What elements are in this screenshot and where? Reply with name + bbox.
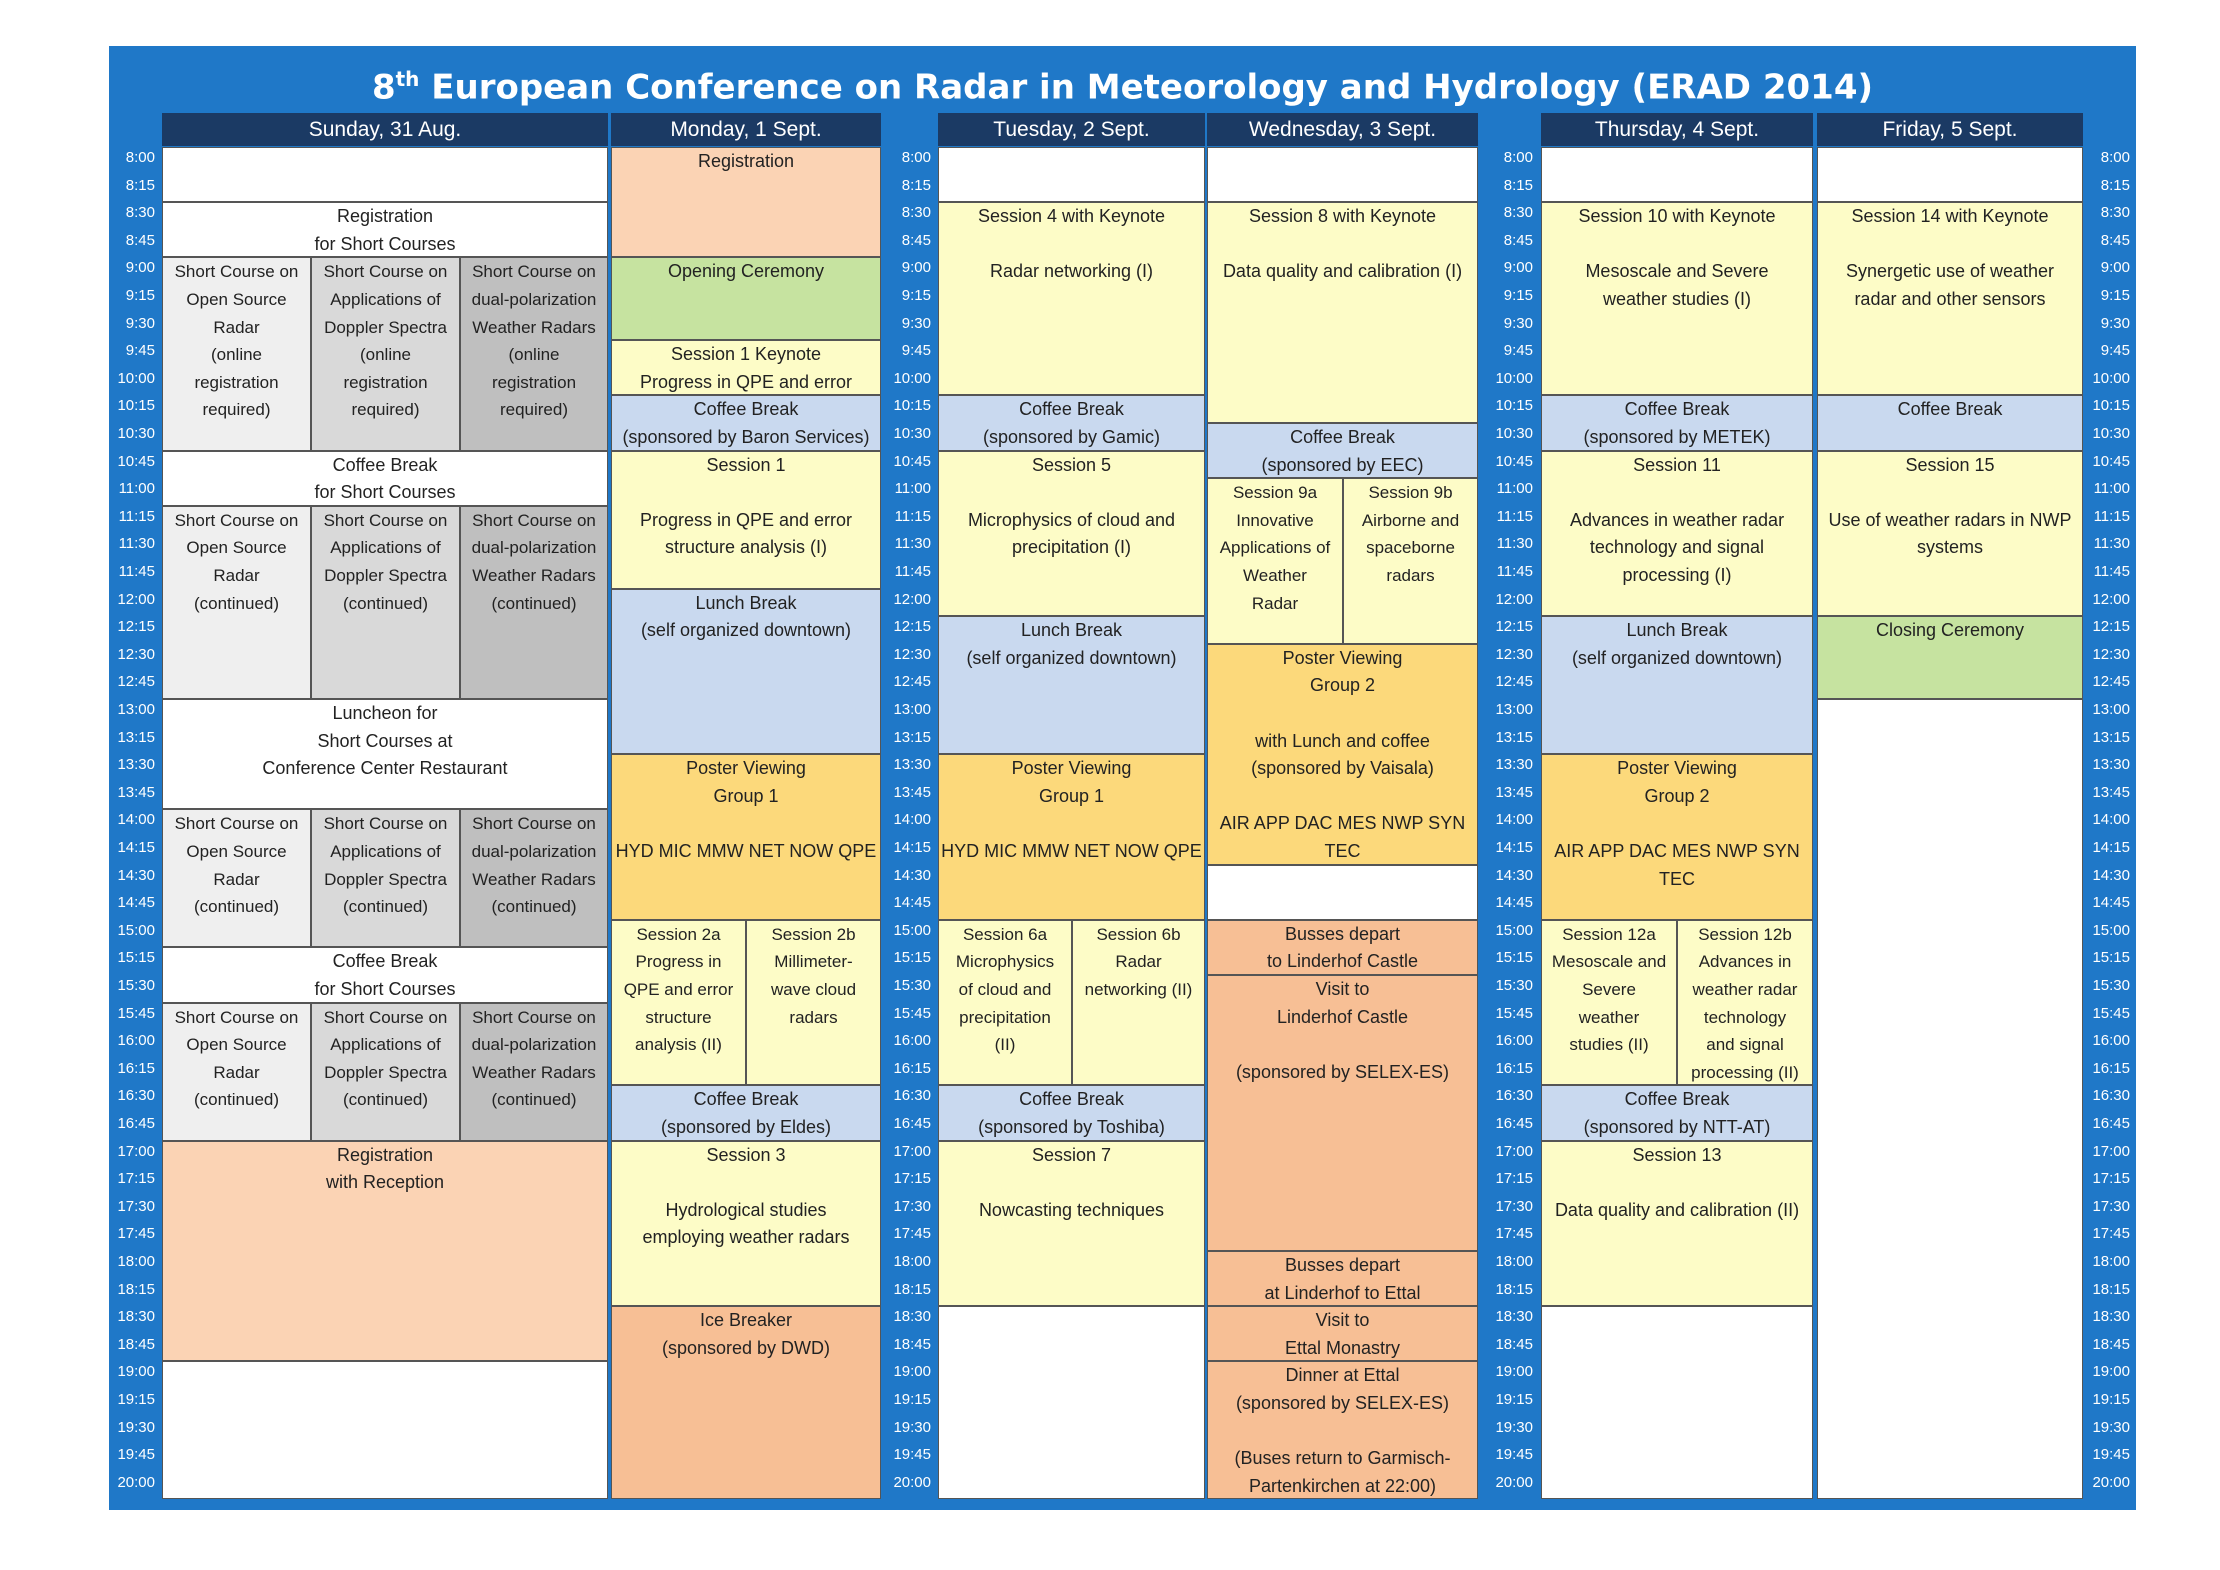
time-label: 18:30 (117, 1308, 155, 1326)
time-label: 12:30 (2092, 645, 2130, 663)
time-label: 18:45 (1495, 1335, 1533, 1353)
time-label: 9:30 (1503, 314, 1533, 332)
time-label: 15:30 (1495, 977, 1533, 994)
time-label: 14:00 (117, 811, 155, 829)
time-label: 18:00 (1495, 1253, 1533, 1270)
time-label: 13:15 (1495, 728, 1533, 746)
time-column (2084, 147, 2136, 1499)
schedule-empty-slot (1541, 1306, 1813, 1499)
time-label: 16:45 (117, 1115, 155, 1132)
time-label: 18:15 (117, 1280, 155, 1298)
time-label: 13:00 (117, 701, 155, 718)
schedule-event: Luncheon for Short Courses at Conference Center Restaurant (162, 699, 608, 809)
time-label: 11:30 (2093, 535, 2130, 553)
time-label: 19:45 (117, 1446, 155, 1464)
time-label: 8:00 (125, 149, 155, 166)
time-label: 8:00 (901, 149, 931, 166)
time-label: 15:00 (2092, 921, 2130, 939)
time-label: 14:45 (2092, 894, 2130, 912)
time-label: 15:30 (117, 977, 155, 994)
time-label: 17:30 (1495, 1197, 1533, 1215)
time-label: 16:30 (2092, 1087, 2130, 1105)
time-label: 19:45 (1495, 1446, 1533, 1464)
schedule-event: Session 2b Millimeter- wave cloud radars (746, 920, 881, 1086)
time-label: 10:30 (893, 425, 931, 442)
time-label: 14:00 (1495, 811, 1533, 829)
time-label: 8:15 (901, 176, 931, 194)
time-label: 16:45 (2092, 1115, 2130, 1132)
schedule-event: Session 12a Mesoscale and Severe weather studies (II) (1541, 920, 1677, 1086)
time-label: 17:45 (2092, 1225, 2130, 1243)
schedule-event: Session 9b Airborne and spaceborne radars (1343, 478, 1478, 644)
schedule-empty-slot (938, 147, 1205, 202)
time-label: 11:00 (1496, 480, 1533, 498)
time-label: 14:30 (1495, 866, 1533, 884)
time-label: 8:45 (901, 231, 931, 249)
time-label: 19:45 (893, 1446, 931, 1464)
time-label: 8:30 (1503, 204, 1533, 222)
schedule-event: Session 1 Progress in QPE and error structure analysis (I) (611, 451, 881, 589)
day-header: Tuesday, 2 Sept. (938, 113, 1205, 146)
schedule-event: Busses depart to Linderhof Castle (1207, 920, 1478, 975)
time-label: 9:15 (125, 287, 155, 304)
time-label: 12:15 (1495, 618, 1533, 636)
time-label: 12:30 (117, 645, 155, 663)
time-label: 13:45 (893, 783, 931, 801)
schedule-frame (109, 46, 2136, 1510)
time-label: 14:45 (117, 894, 155, 912)
time-label: 15:00 (117, 921, 155, 939)
time-label: 13:15 (117, 728, 155, 746)
time-label: 13:45 (1495, 783, 1533, 801)
schedule-event: Coffee Break (sponsored by EEC) (1207, 423, 1478, 478)
time-label: 11:00 (2093, 480, 2130, 498)
time-label: 16:15 (1495, 1059, 1533, 1077)
schedule-event: Poster Viewing Group 1 HYD MIC MMW NET NOW QPE (938, 754, 1205, 920)
time-label: 13:45 (2092, 783, 2130, 801)
time-label: 18:15 (1495, 1280, 1533, 1298)
schedule-event: Lunch Break (self organized downtown) (611, 589, 881, 755)
time-label: 19:30 (117, 1418, 155, 1436)
schedule-event: Session 5 Microphysics of cloud and precipitation (I) (938, 451, 1205, 617)
schedule-event: Session 6b Radar networking (II) (1072, 920, 1205, 1086)
time-label: 19:15 (893, 1391, 931, 1408)
time-label: 11:30 (894, 535, 931, 553)
time-label: 8:45 (125, 231, 155, 249)
schedule-event: Dinner at Ettal (sponsored by SELEX-ES) (Buses return to Garmisch- Partenkirchen at 22:00) (1207, 1361, 1478, 1499)
time-label: 12:45 (117, 673, 155, 691)
time-label: 18:15 (893, 1280, 931, 1298)
time-label: 19:15 (2092, 1391, 2130, 1408)
time-label: 13:30 (117, 756, 155, 774)
time-label: 13:45 (117, 783, 155, 801)
time-label: 9:15 (901, 287, 931, 304)
time-label: 13:00 (2092, 701, 2130, 718)
schedule-event: Session 14 with Keynote Synergetic use of weather radar and other sensors (1817, 202, 2083, 395)
time-column (109, 147, 161, 1499)
time-label: 8:00 (2100, 149, 2130, 166)
time-label: 19:30 (1495, 1418, 1533, 1436)
time-label: 10:30 (2092, 425, 2130, 442)
schedule-empty-slot (1817, 699, 2083, 1499)
time-label: 15:15 (2092, 949, 2130, 967)
time-label: 17:15 (2092, 1170, 2130, 1188)
time-label: 11:15 (2093, 507, 2130, 525)
time-label: 16:15 (2092, 1059, 2130, 1077)
time-label: 18:00 (893, 1253, 931, 1270)
time-label: 13:00 (1495, 701, 1533, 718)
time-label: 11:00 (894, 480, 931, 498)
time-label: 9:30 (2100, 314, 2130, 332)
schedule-event: Registration (611, 147, 881, 257)
time-label: 13:30 (2092, 756, 2130, 774)
time-label: 19:15 (1495, 1391, 1533, 1408)
time-label: 14:15 (1495, 839, 1533, 856)
schedule-event: Busses depart at Linderhof to Ettal (1207, 1251, 1478, 1306)
schedule-event: Session 12b Advances in weather radar technology and signal processing (II) (1677, 920, 1813, 1086)
day-header: Monday, 1 Sept. (611, 113, 881, 146)
time-label: 14:00 (2092, 811, 2130, 829)
schedule-event: Session 6a Microphysics of cloud and precipitation (II) (938, 920, 1072, 1086)
schedule-event: Session 1 Keynote Progress in QPE and error (611, 340, 881, 395)
time-label: 18:30 (1495, 1308, 1533, 1326)
time-label: 19:00 (1495, 1363, 1533, 1381)
time-label: 10:15 (893, 397, 931, 415)
time-label: 9:45 (2100, 342, 2130, 360)
time-label: 16:00 (2092, 1032, 2130, 1050)
time-label: 14:00 (893, 811, 931, 829)
schedule-empty-slot (938, 1306, 1205, 1499)
time-label: 12:00 (2092, 590, 2130, 608)
schedule-event: Coffee Break (sponsored by NTT-AT) (1541, 1085, 1813, 1140)
time-label: 9:30 (901, 314, 931, 332)
schedule-event: Coffee Break (sponsored by METEK) (1541, 395, 1813, 450)
time-label: 19:00 (2092, 1363, 2130, 1381)
time-label: 10:45 (1495, 452, 1533, 470)
time-label: 8:15 (125, 176, 155, 194)
time-label: 8:15 (1503, 176, 1533, 194)
time-label: 8:15 (2100, 176, 2130, 194)
schedule-empty-slot (1207, 147, 1478, 202)
time-label: 17:00 (2092, 1142, 2130, 1160)
schedule-event: Registration with Reception (162, 1141, 608, 1362)
schedule-event: Short Course on Applications of Doppler Spectra (continued) (311, 809, 460, 947)
time-label: 10:15 (2092, 397, 2130, 415)
time-label: 11:15 (118, 507, 155, 525)
time-label: 11:30 (118, 535, 155, 553)
time-label: 17:45 (893, 1225, 931, 1243)
time-label: 12:15 (893, 618, 931, 636)
schedule-event: Registration for Short Courses (162, 202, 608, 257)
schedule-event: Short Course on Open Source Radar (continued) (162, 809, 311, 947)
day-header: Friday, 5 Sept. (1817, 113, 2083, 146)
time-label: 20:00 (893, 1473, 931, 1491)
time-label: 9:00 (2100, 259, 2130, 277)
time-label: 12:15 (117, 618, 155, 636)
time-label: 13:30 (1495, 756, 1533, 774)
time-label: 15:45 (117, 1004, 155, 1022)
schedule-empty-slot (162, 1361, 608, 1499)
time-label: 11:15 (1496, 507, 1533, 525)
time-label: 10:45 (2092, 452, 2130, 470)
schedule-event: Coffee Break (sponsored by Gamic) (938, 395, 1205, 450)
schedule-event: Short Course on Applications of Doppler Spectra (continued) (311, 506, 460, 699)
schedule-event: Session 2a Progress in QPE and error structure analysis (II) (611, 920, 746, 1086)
time-label: 16:00 (893, 1032, 931, 1050)
day-header: Wednesday, 3 Sept. (1207, 113, 1478, 146)
schedule-event: Short Course on dual-polarization Weather Radars (online registration required) (460, 257, 608, 450)
schedule-event: Short Course on Open Source Radar (continued) (162, 506, 311, 699)
time-label: 18:30 (893, 1308, 931, 1326)
time-label: 17:15 (117, 1170, 155, 1188)
time-label: 17:30 (2092, 1197, 2130, 1215)
time-label: 13:30 (893, 756, 931, 774)
time-label: 17:00 (1495, 1142, 1533, 1160)
time-label: 14:15 (893, 839, 931, 856)
schedule-event: Coffee Break for Short Courses (162, 451, 608, 506)
time-label: 19:45 (2092, 1446, 2130, 1464)
time-label: 16:00 (117, 1032, 155, 1050)
time-label: 14:15 (2092, 839, 2130, 856)
schedule-event: Coffee Break for Short Courses (162, 947, 608, 1002)
time-label: 10:00 (2092, 369, 2130, 387)
time-label: 15:15 (117, 949, 155, 967)
time-label: 16:45 (893, 1115, 931, 1132)
time-label: 14:30 (893, 866, 931, 884)
schedule-event: Coffee Break (1817, 395, 2083, 450)
title-superscript: th (395, 67, 420, 91)
time-label: 16:15 (117, 1059, 155, 1077)
time-label: 17:45 (117, 1225, 155, 1243)
time-label: 12:30 (893, 645, 931, 663)
time-label: 9:00 (125, 259, 155, 277)
schedule-event: Session 3 Hydrological studies employing weather radars (611, 1141, 881, 1307)
time-label: 19:00 (893, 1363, 931, 1381)
time-label: 20:00 (2092, 1473, 2130, 1491)
schedule-event: Closing Ceremony (1817, 616, 2083, 699)
time-label: 12:00 (893, 590, 931, 608)
time-label: 10:15 (117, 397, 155, 415)
time-label: 18:15 (2092, 1280, 2130, 1298)
schedule-event: Coffee Break (sponsored by Toshiba) (938, 1085, 1205, 1140)
time-label: 8:00 (1503, 149, 1533, 166)
schedule-event: Session 4 with Keynote Radar networking (I) (938, 202, 1205, 395)
time-column (1479, 147, 1539, 1499)
schedule-event: Short Course on dual-polarization Weather Radars (continued) (460, 809, 608, 947)
time-label: 16:15 (893, 1059, 931, 1077)
schedule-event: Session 8 with Keynote Data quality and calibration (I) (1207, 202, 1478, 423)
time-label: 16:45 (1495, 1115, 1533, 1132)
schedule-event: Short Course on dual-polarization Weather Radars (continued) (460, 1003, 608, 1141)
schedule-event: Short Course on Open Source Radar (online registration required) (162, 257, 311, 450)
time-label: 19:00 (117, 1363, 155, 1381)
time-label: 14:15 (117, 839, 155, 856)
time-label: 15:30 (893, 977, 931, 994)
time-label: 10:30 (117, 425, 155, 442)
time-label: 10:00 (1495, 369, 1533, 387)
time-label: 15:45 (1495, 1004, 1533, 1022)
time-label: 20:00 (117, 1473, 155, 1491)
time-label: 12:45 (2092, 673, 2130, 691)
schedule-event: Poster Viewing Group 1 HYD MIC MMW NET NOW QPE (611, 754, 881, 920)
time-label: 17:30 (117, 1197, 155, 1215)
time-label: 17:15 (1495, 1170, 1533, 1188)
schedule-event: Session 9a Innovative Applications of Weather Radar (1207, 478, 1343, 644)
time-label: 9:15 (2100, 287, 2130, 304)
time-label: 19:30 (2092, 1418, 2130, 1436)
time-label: 14:30 (2092, 866, 2130, 884)
time-label: 9:00 (901, 259, 931, 277)
time-label: 8:45 (2100, 231, 2130, 249)
schedule-event: Coffee Break (sponsored by Eldes) (611, 1085, 881, 1140)
time-label: 18:45 (893, 1335, 931, 1353)
time-label: 11:15 (894, 507, 931, 525)
schedule-event: Session 7 Nowcasting techniques (938, 1141, 1205, 1307)
schedule-event: Session 13 Data quality and calibration (II) (1541, 1141, 1813, 1307)
time-label: 15:45 (893, 1004, 931, 1022)
time-label: 17:30 (893, 1197, 931, 1215)
schedule-event: Poster Viewing Group 2 AIR APP DAC MES NWP SYN TEC (1541, 754, 1813, 920)
time-label: 9:15 (1503, 287, 1533, 304)
time-label: 15:45 (2092, 1004, 2130, 1022)
schedule-event: Session 10 with Keynote Mesoscale and Severe weather studies (I) (1541, 202, 1813, 395)
time-label: 15:00 (1495, 921, 1533, 939)
time-label: 13:15 (2092, 728, 2130, 746)
time-label: 10:45 (893, 452, 931, 470)
time-label: 14:30 (117, 866, 155, 884)
schedule-event: Visit to Ettal Monastry (1207, 1306, 1478, 1361)
time-label: 20:00 (1495, 1473, 1533, 1491)
time-label: 9:00 (1503, 259, 1533, 277)
schedule-event: Session 15 Use of weather radars in NWP systems (1817, 451, 2083, 617)
time-label: 16:30 (893, 1087, 931, 1105)
time-label: 11:30 (1496, 535, 1533, 553)
schedule-event: Opening Ceremony (611, 257, 881, 340)
time-label: 10:45 (117, 452, 155, 470)
time-label: 15:15 (1495, 949, 1533, 967)
time-label: 17:00 (117, 1142, 155, 1160)
schedule-event: Visit to Linderhof Castle (sponsored by SELEX-ES) (1207, 975, 1478, 1251)
time-label: 11:45 (1496, 563, 1533, 580)
time-label: 9:45 (125, 342, 155, 360)
schedule-empty-slot (1817, 147, 2083, 202)
time-label: 10:00 (117, 369, 155, 387)
time-label: 9:30 (125, 314, 155, 332)
time-label: 18:00 (2092, 1253, 2130, 1270)
time-label: 12:15 (2092, 618, 2130, 636)
time-label: 10:15 (1495, 397, 1533, 415)
time-label: 17:45 (1495, 1225, 1533, 1243)
schedule-event: Coffee Break (sponsored by Baron Services) (611, 395, 881, 450)
schedule-empty-slot (1541, 147, 1813, 202)
time-label: 17:00 (893, 1142, 931, 1160)
time-column (881, 147, 937, 1499)
time-label: 18:45 (117, 1335, 155, 1353)
time-label: 17:15 (893, 1170, 931, 1188)
time-label: 18:45 (2092, 1335, 2130, 1353)
time-label: 19:30 (893, 1418, 931, 1436)
time-label: 8:45 (1503, 231, 1533, 249)
time-label: 16:30 (117, 1087, 155, 1105)
time-label: 12:45 (1495, 673, 1533, 691)
time-label: 13:00 (893, 701, 931, 718)
time-label: 11:00 (118, 480, 155, 498)
time-label: 12:00 (117, 590, 155, 608)
time-label: 10:30 (1495, 425, 1533, 442)
day-header: Sunday, 31 Aug. (162, 113, 608, 146)
time-label: 9:45 (1503, 342, 1533, 360)
time-label: 9:45 (901, 342, 931, 360)
time-label: 16:00 (1495, 1032, 1533, 1050)
schedule-empty-slot (162, 147, 608, 202)
time-label: 14:45 (893, 894, 931, 912)
title-text: European Conference on Radar in Meteorology and Hydrology (ERAD 2014) (419, 67, 1874, 108)
schedule-event: Short Course on Applications of Doppler Spectra (online registration required) (311, 257, 460, 450)
time-label: 15:00 (893, 921, 931, 939)
time-label: 13:15 (893, 728, 931, 746)
title-number: 8 (371, 67, 396, 108)
time-label: 8:30 (125, 204, 155, 222)
day-header: Thursday, 4 Sept. (1541, 113, 1813, 146)
schedule-empty-slot (1207, 865, 1478, 920)
schedule-event: Ice Breaker (sponsored by DWD) (611, 1306, 881, 1499)
schedule-event: Short Course on Applications of Doppler Spectra (continued) (311, 1003, 460, 1141)
time-label: 14:45 (1495, 894, 1533, 912)
schedule-event: Lunch Break (self organized downtown) (938, 616, 1205, 754)
time-label: 12:00 (1495, 590, 1533, 608)
time-label: 18:30 (2092, 1308, 2130, 1326)
time-label: 15:30 (2092, 977, 2130, 994)
time-label: 19:15 (117, 1391, 155, 1408)
schedule-event: Session 11 Advances in weather radar technology and signal processing (I) (1541, 451, 1813, 617)
time-label: 18:00 (117, 1253, 155, 1270)
time-label: 11:45 (118, 563, 155, 580)
conference-title (109, 46, 2136, 112)
time-label: 12:30 (1495, 645, 1533, 663)
time-label: 10:00 (893, 369, 931, 387)
time-label: 8:30 (2100, 204, 2130, 222)
time-label: 11:45 (2093, 563, 2130, 580)
schedule-event: Lunch Break (self organized downtown) (1541, 616, 1813, 754)
time-label: 16:30 (1495, 1087, 1533, 1105)
time-label: 15:15 (893, 949, 931, 967)
schedule-event: Poster Viewing Group 2 with Lunch and coffee (sponsored by Vaisala) AIR APP DAC MES NWP SYN TEC (1207, 644, 1478, 865)
time-label: 12:45 (893, 673, 931, 691)
schedule-event: Short Course on dual-polarization Weather Radars (continued) (460, 506, 608, 699)
time-label: 11:45 (894, 563, 931, 580)
time-label: 8:30 (901, 204, 931, 222)
schedule-event: Short Course on Open Source Radar (continued) (162, 1003, 311, 1141)
